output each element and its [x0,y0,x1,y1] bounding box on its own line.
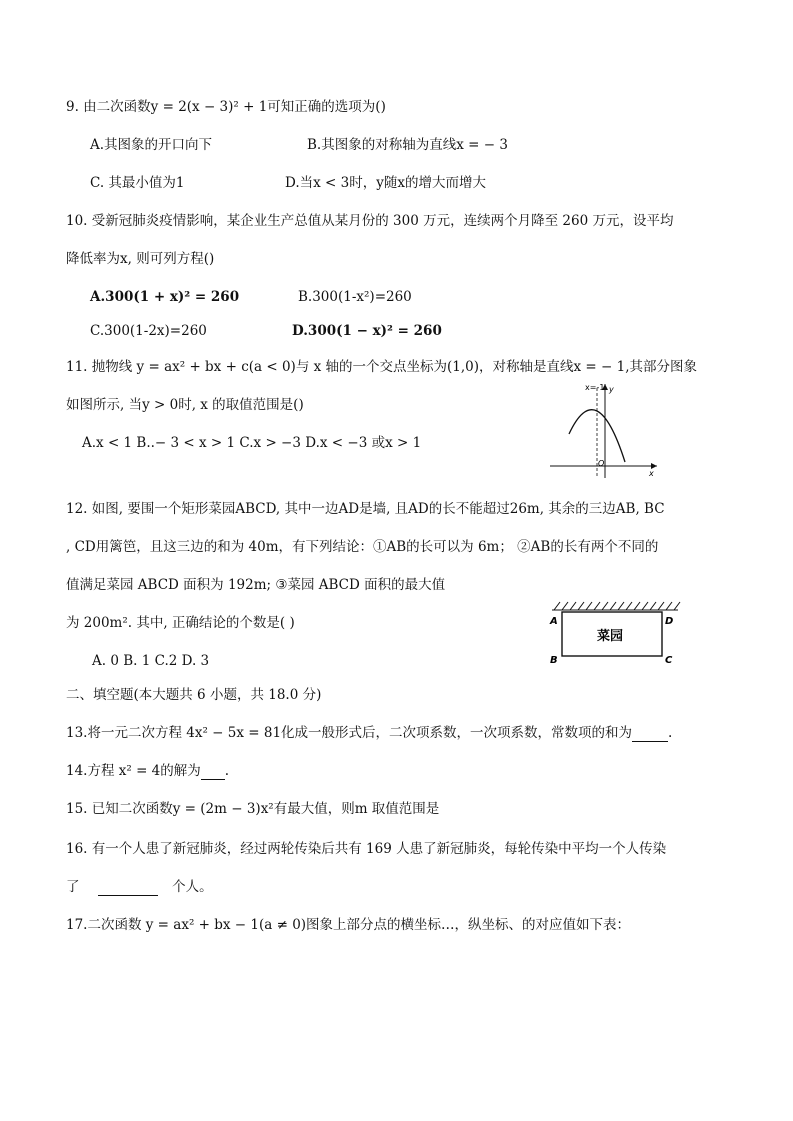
q11-options: A.x < 1 B..− 3 < x > 1 C.x > −3 D.x < −3 或x > 1 [82,435,422,451]
q12-stem-line4: 为 200m². 其中, 正确结论的个数是( ) [66,615,295,631]
q13-answer-blank[interactable] [632,727,668,742]
q10-option-a: A.300(1 + x)² = 260 [90,289,240,305]
q9-stem: 9. 由二次函数y = 2(x − 3)² + 1可知正确的选项为() [66,99,386,115]
q11-stem-line1: 11. 抛物线 y = ax² + bx + c(a < 0)与 x 轴的一个交点坐标为(1,0)，对称轴是直线x = − 1,其部分图象 [66,359,698,375]
point-d-label: D [665,616,674,627]
q16-answer-blank[interactable] [98,881,158,896]
q9-option-a: A.其图象的开口向下 [90,137,213,153]
q13-end: . [668,725,673,741]
q12-stem-line2: , CD用篱笆，且这三边的和为 40m，有下列结论：①AB的长可以为 6m； ②AB的长有两个不同的 [66,539,659,555]
q12-options: A. 0 B. 1 C.2 D. 3 [92,653,210,669]
q10-option-b: B.300(1-x²)=260 [298,289,412,305]
q13 [66,724,672,742]
q15-text: 15. 已知二次函数y = (2m − 3)x²有最大值，则m 取值范围是 [66,801,440,817]
q9-option-b: B.其图象的对称轴为直线x = − 3 [307,137,508,153]
q13-text: 13.将一元二次方程 4x² − 5x = 81化成一般形式后，二次项系数，一次项系数，常数项的和为 [66,725,633,741]
point-b-label: B [550,655,558,666]
q16-line1: 16. 有一个人患了新冠肺炎，经过两轮传染后共有 169 人患了新冠肺炎，每轮传染中平均一个人传染 [66,841,667,857]
q17-text: 17.二次函数 y = ax² + bx − 1(a ≠ 0)图象上部分点的横坐标…，纵坐标、的对应值如下表： [66,917,631,933]
q14-text: 14.方程 x² = 4的解为 [66,763,201,779]
point-a-label: A [550,616,558,627]
symmetry-axis-label: x=-1 [585,383,605,392]
point-c-label: C [665,655,673,666]
wall-hatching [552,602,680,610]
q12-garden-figure [548,598,682,670]
q14-answer-blank[interactable] [201,765,225,780]
q14-end: . [224,763,230,779]
section-2-heading: 二、填空题(本大题共 6 小题，共 18.0 分) [66,687,322,703]
q10-stem-line2: 降低率为x, 则可列方程() [66,251,215,267]
q11-parabola-graph [545,380,685,480]
q16-line2 [66,878,213,896]
origin-label: O [598,459,605,468]
q14 [66,762,229,780]
q9-option-d: D.当x < 3时，y随x的增大而增大 [285,175,486,191]
q9-option-c: C. 其最小值为1 [90,175,185,191]
garden-label: 菜园 [597,629,624,644]
q12-stem-line3: 值满足菜园 ABCD 面积为 192m; ③菜园 ABCD 面积的最大值 [66,577,446,593]
x-axis-label: x [649,469,654,478]
q11-stem-line2: 如图所示, 当y > 0时, x 的取值范围是() [66,397,304,413]
q16-prefix: 了 [66,879,80,895]
q10-option-d: D.300(1 − x)² = 260 [292,323,442,339]
q10-option-c: C.300(1-2x)=260 [90,323,207,339]
y-axis-label: y [609,385,614,394]
q10-stem-line1: 10. 受新冠肺炎疫情影响，某企业生产总值从某月份的 300 万元，连续两个月降至 260 万元，设平均 [66,213,674,229]
q12-stem-line1: 12. 如图, 要围一个矩形菜园ABCD, 其中一边AD是墙, 且AD的长不能超过26m, 其余的三边AB, BC [66,501,665,517]
q16-suffix: 个人。 [172,879,213,895]
